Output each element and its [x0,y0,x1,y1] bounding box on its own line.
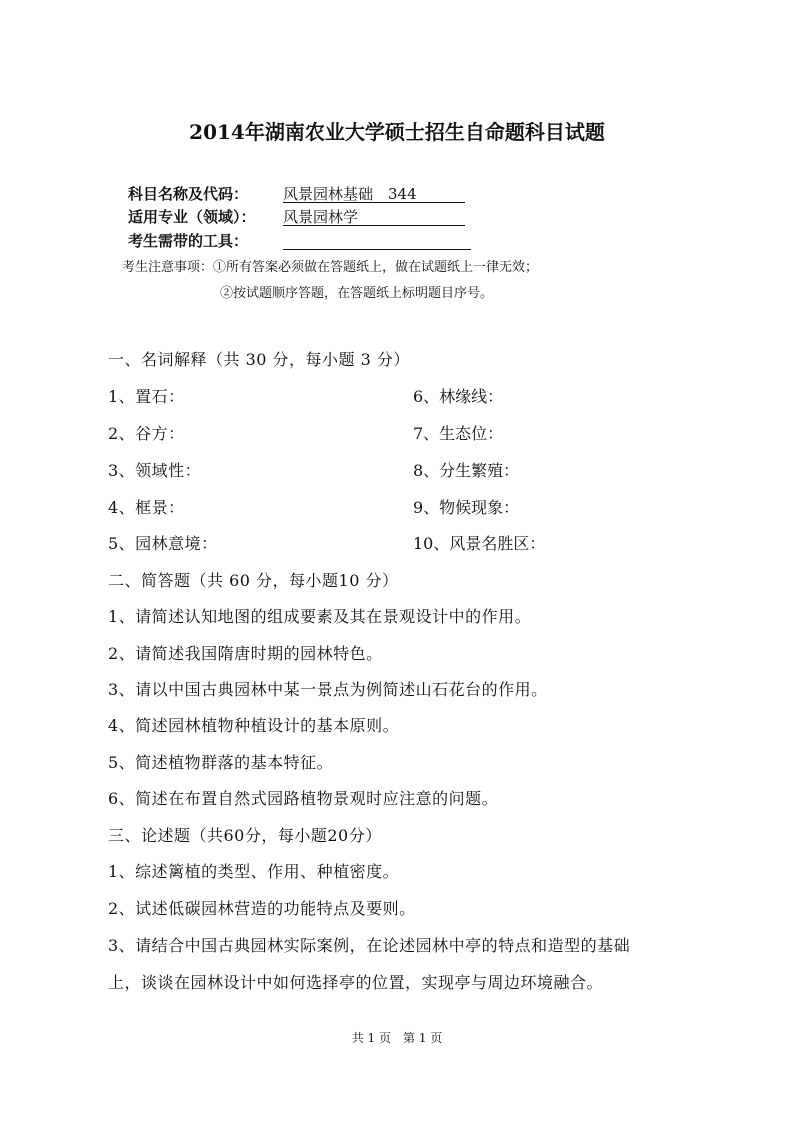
term-item: 8、分生繁殖： [413,461,520,480]
term-item: 7、生态位： [413,424,504,443]
tools-value [283,230,471,250]
term-item: 6、林缘线： [413,387,504,406]
term-item: 9、物候现象： [413,498,520,517]
question-item: 1、请简述认知地图的组成要素及其在景观设计中的作用。 [108,607,532,626]
term-item: 5、园林意境： [108,534,218,553]
page-footer: 共 1 页 第 1 页 [351,1031,443,1045]
essay-item: 1、综述篱植的类型、作用、种植密度。 [108,862,400,881]
question-item: 2、请简述我国隋唐时期的园林特色。 [108,644,383,663]
note-1: 考生注意事项：①所有答案必须做在答题纸上，做在试题纸上一律无效； [122,260,539,275]
note-2: ②按试题顺序答题，在答题纸上标明题目序号。 [220,286,494,301]
term-item: 1、置石： [108,387,185,406]
section2-heading: 二、简答题（共 60 分，每小题10 分） [108,571,399,590]
essay-item-continued: 上，谈谈在园林设计中如何选择亭的位置，实现亭与周边环境融合。 [108,973,604,992]
section1-heading: 一、名词解释（共 30 分，每小题 3 分） [108,350,410,369]
essay-item: 3、请结合中国古典园林实际案例，在论述园林中亭的特点和造型的基础 [108,936,631,955]
question-item: 6、简述在布置自然式园路植物景观时应注意的问题。 [108,789,499,808]
subject-value: 风景园林基础 344 [283,183,465,203]
question-item: 4、简述园林植物种植设计的基本原则。 [108,716,400,735]
page-title: 2014年湖南农业大学硕士招生自命题科目试题 [189,120,605,144]
term-item: 2、谷方： [108,424,185,443]
term-item: 10、风景名胜区： [413,534,546,553]
question-item: 5、简述植物群落的基本特征。 [108,753,334,772]
question-item: 3、请以中国古典园林中某一景点为例简述山石花台的作用。 [108,680,548,699]
subject-label: 科目名称及代码： [128,185,249,203]
tools-label: 考生需带的工具： [128,232,249,250]
term-item: 4、框景： [108,498,185,517]
major-label: 适用专业（领域）： [128,208,256,226]
section3-heading: 三、论述题（共60分，每小题20分） [108,826,382,845]
essay-item: 2、试述低碳园林营造的功能特点及要则。 [108,899,416,918]
term-item: 3、领域性： [108,461,202,480]
major-value: 风景园林学 [283,206,465,226]
